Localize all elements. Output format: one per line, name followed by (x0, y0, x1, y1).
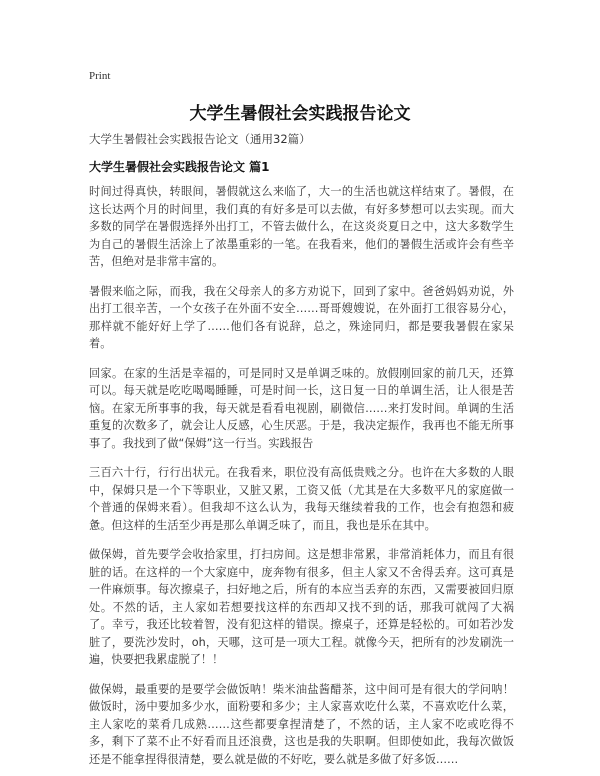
paragraph: 暑假来临之际，而我，我在父母亲人的多方劝说下，回到了家中。爸爸妈妈劝说，外出打工很辛苦，一个女孩子在外面不安全……哥哥嫂嫂说，在外面打工很容易分心，那样就不能好好上学了……他们各有说辞，总之，殊途同归，都是要我暑假在家呆着。 (89, 284, 514, 350)
paragraph: 做保姆，首先要学会收拾家里，打扫房间。这是想非常累，非常消耗体力，而且有很脏的话。在这样的一个大家庭中，庞奔物有很多，但主人家又不舍得丢弃。这可真是一件麻烦事。每次擦桌子，扫好地之后，所有的本应当丢弃的东西，又需要被回归原处。不然的话，主人家如若想要找这样的东西却又找不到的话，那我可就闯了大祸了。幸亏，我还比较着智，没有犯这样的错误。擦桌子，还算是轻松的。可如若沙发脏了，要洗沙发时，oh，天哪，这可是一项大工程。就像今天，把所有的沙发刷洗一遍，快要把我累虚脱了！！ (89, 548, 514, 666)
section-heading: 大学生暑假社会实践报告论文 篇1 (89, 160, 270, 174)
paragraph: 回家。在家的生活是幸福的，可是同时又是单调乏味的。放假刚回家的前几天，还算可以。每天就是吃吃喝喝睡睡，可是时间一长，这日复一日的单调生活，让人很是苦恼。在家无所事事的我，每天就是看看电视剧，刷微信……来打发时间。单调的生活重复的次数多了，就会让人反感，心生厌恶。于是，我决定振作，我再也不能无所事事了。我找到了做“保姆”这一行当。实践报告 (89, 366, 514, 450)
page-title: 大学生暑假社会实践报告论文 (189, 104, 411, 124)
paragraph: 做保姆，最重要的是要学会做饭呐！柴米油盐酱醋茶，这中间可是有很大的学问呐！做饭时，汤中要加多少水，面粉要和多少；主人家喜欢吃什么菜，不喜欢吃什么菜，主人家吃的菜肴几成熟……这些都要拿捏清楚了，不然的话，主人家不吃或吃得不多，剩下了菜不止不好看而且还浪费，这也是我的失职啊。但即使如此，我每次做饭还是不能拿捏得很清楚，要么就是做的不好吃，要么就是多做了好多饭…… (89, 682, 514, 766)
article-body (89, 183, 514, 776)
paragraph: 三百六十行，行行出状元。在我看来，职位没有高低贵贱之分。也许在大多数的人眼中，保姆只是一个下等职业，又脏又累，工资又低（尤其是在大多数平凡的家庭做一个普通的保姆来看）。但我却不这么认为，我每天继续着我的工作，也会有抱怨和疲惫。但这样的生活至少再是那么单调乏味了，而且，我也是乐在其中。 (89, 466, 514, 532)
paragraph: 时间过得真快，转眼间，暑假就这么来临了，大一的生活也就这样结束了。暑假，在这长达两个月的时间里，我们真的有好多是可以去做，有好多梦想可以去实现。而大多数的同学在暑假选择外出打工，不管去做什么，在这炎炎夏日之中，这大多数学生为自己的暑假生活涂上了浓墨重彩的一笔。在我看来，他们的暑假生活或许会有些辛苦，但绝对是非常丰富的。 (89, 185, 514, 268)
print-link[interactable]: Print (89, 70, 111, 82)
document-subtitle: 大学生暑假社会实践报告论文（通用32篇） (89, 132, 311, 146)
